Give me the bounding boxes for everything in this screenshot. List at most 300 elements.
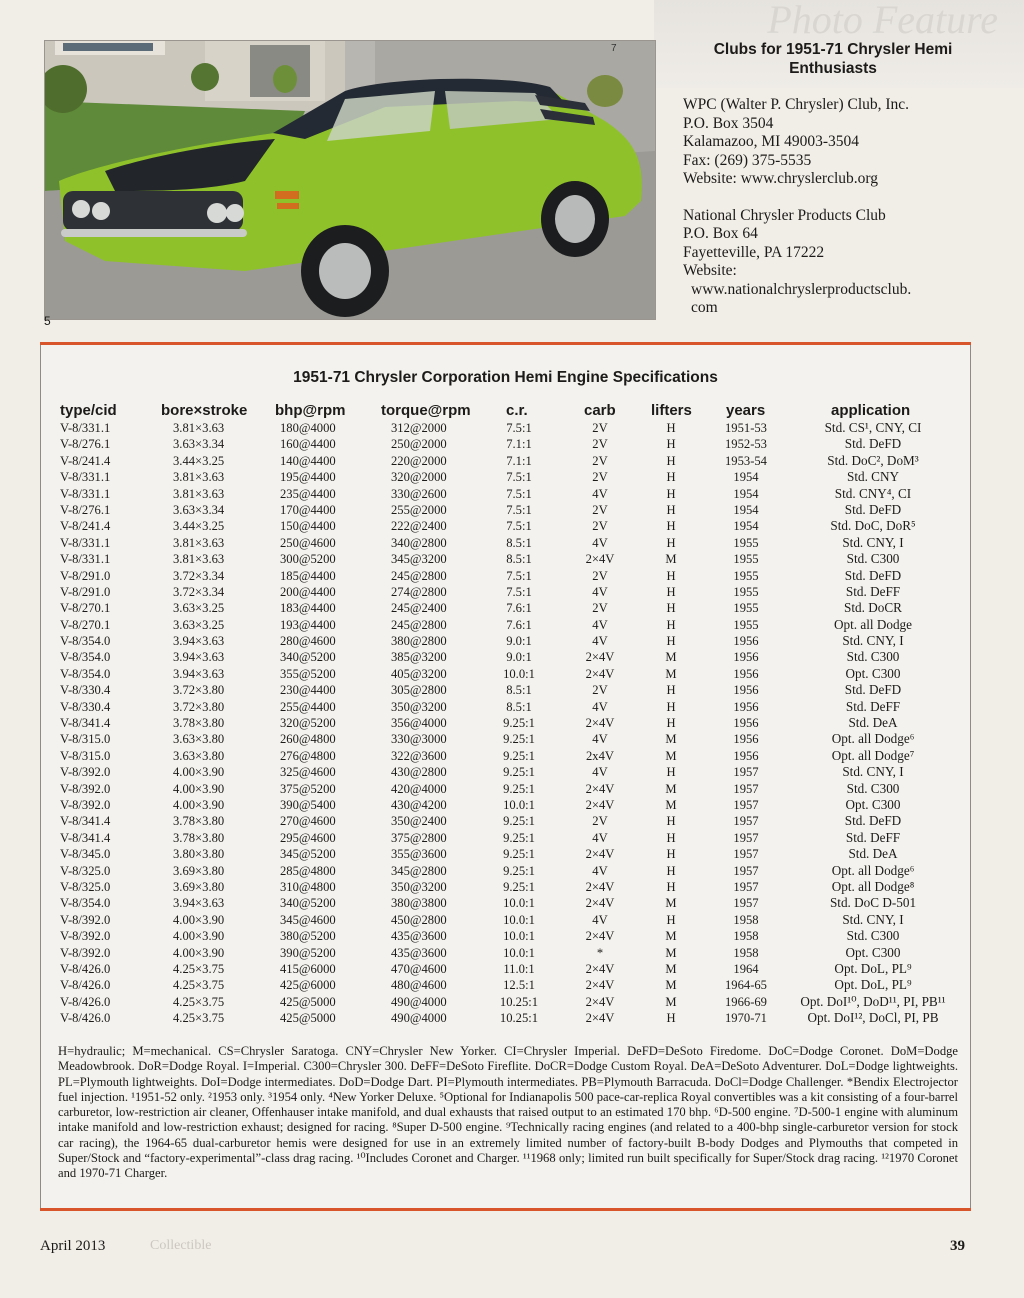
cell-compression: 10.0:1 — [503, 929, 535, 944]
cell-bore-stroke: 4.25×3.75 — [173, 978, 225, 993]
cell-bhp: 250@4600 — [280, 535, 336, 550]
table-row — [0, 961, 1024, 977]
club-website[interactable]: Website: www.chryslerclub.org — [683, 170, 879, 187]
header-bore: bore×stroke — [161, 402, 248, 419]
cell-carb: 2×4V — [585, 1011, 615, 1026]
cell-lifters: M — [665, 732, 677, 747]
cell-years: 1956 — [733, 650, 759, 665]
table-row — [0, 879, 1024, 895]
cell-carb: 2×4V — [585, 552, 615, 567]
cell-application: Std. DeFD — [844, 567, 902, 583]
cell-years: 1956 — [733, 699, 759, 714]
table-row — [0, 928, 1024, 944]
cell-bhp: 345@5200 — [280, 847, 336, 862]
cell-bore-stroke: 4.00×3.90 — [173, 929, 225, 944]
cell-lifters: M — [665, 666, 677, 681]
cell-years: 1958 — [733, 929, 759, 944]
club-address2: Kalamazoo, MI 49003-3504 — [683, 133, 860, 150]
cell-compression: 12.5:1 — [503, 978, 535, 993]
cell-bhp: 235@4400 — [280, 486, 336, 501]
cell-application: Opt. C300 — [845, 665, 901, 681]
cell-bhp: 300@5200 — [280, 552, 336, 567]
club-fax: Fax: (269) 375-5535 — [683, 151, 812, 169]
table-row — [0, 551, 1024, 567]
cell-type: V-8/291.0 — [60, 568, 111, 583]
cell-bhp: 140@4400 — [280, 453, 336, 468]
cell-years: 1954 — [733, 519, 759, 534]
table-row — [0, 420, 1024, 436]
cell-bhp: 325@4600 — [280, 765, 336, 780]
cell-lifters: H — [666, 601, 676, 616]
cell-bore-stroke: 4.00×3.90 — [173, 765, 225, 780]
figure-number: 5 — [44, 314, 51, 328]
header-years: years — [726, 402, 766, 419]
cell-type: V-8/330.4 — [60, 683, 111, 698]
cell-years: 1956 — [733, 634, 759, 649]
cell-type: V-8/426.0 — [60, 994, 111, 1009]
cell-compression: 9.25:1 — [503, 879, 535, 894]
cell-application: Std. CNY — [846, 469, 900, 485]
cell-compression: 9.25:1 — [503, 748, 535, 763]
cell-bore-stroke: 3.63×3.80 — [173, 748, 225, 763]
table-row — [0, 666, 1024, 682]
cell-type: V-8/331.1 — [60, 470, 111, 485]
cell-years: 1957 — [733, 896, 759, 911]
club-address1: P.O. Box 3504 — [683, 114, 774, 132]
table-title: 1951-71 Chrysler Corporation Hemi Engine Specifications — [293, 369, 718, 386]
cell-application: Std. CNY, I — [842, 911, 904, 927]
cell-type: V-8/341.4 — [60, 716, 111, 731]
cell-torque: 470@4600 — [391, 961, 447, 976]
cell-type: V-8/345.0 — [60, 847, 111, 862]
page-number: 39 — [950, 1238, 965, 1254]
cell-years: 1957 — [733, 814, 759, 829]
club-address1: P.O. Box 64 — [683, 225, 758, 242]
cell-years: 1956 — [733, 683, 759, 698]
cell-bore-stroke: 3.72×3.34 — [173, 568, 225, 583]
cell-compression: 8.5:1 — [506, 683, 532, 698]
cell-lifters: M — [665, 781, 677, 796]
cell-compression: 10.0:1 — [503, 896, 535, 911]
cell-years: 1957 — [733, 879, 759, 894]
cell-bhp: 183@4400 — [280, 601, 336, 616]
cell-years: 1955 — [733, 552, 759, 567]
cell-carb: 4V — [592, 912, 608, 927]
cell-bore-stroke: 3.72×3.80 — [173, 699, 225, 714]
clubs-title-line2: Enthusiasts — [789, 60, 877, 77]
cell-application: Std. DoC D-501 — [829, 895, 917, 911]
cell-compression: 9.25:1 — [503, 781, 535, 796]
cell-years: 1957 — [733, 765, 759, 780]
cell-application: Std. C300 — [846, 780, 900, 796]
cell-bore-stroke: 3.63×3.34 — [173, 502, 225, 517]
cell-torque: 245@2800 — [391, 617, 447, 632]
cell-compression: 9.0:1 — [506, 634, 532, 649]
cell-application: Std. CNY, I — [842, 534, 904, 550]
cell-carb: 2×4V — [585, 666, 615, 681]
cell-bhp: 340@5200 — [280, 896, 336, 911]
cell-bhp: 355@5200 — [280, 666, 336, 681]
cell-compression: 9.0:1 — [506, 650, 532, 665]
table-row — [0, 649, 1024, 665]
cell-years: 1954 — [733, 486, 759, 501]
cell-torque: 355@3600 — [391, 847, 447, 862]
table-row — [0, 682, 1024, 698]
cell-lifters: M — [665, 797, 677, 812]
cell-torque: 375@2800 — [391, 830, 447, 845]
cell-carb: 2×4V — [585, 879, 615, 894]
bleed-through-footer: Collectible — [150, 1238, 212, 1253]
cell-bore-stroke: 3.81×3.63 — [173, 470, 225, 485]
cell-compression: 9.25:1 — [503, 716, 535, 731]
header-lifters: lifters — [651, 402, 692, 419]
cell-bhp: 276@4800 — [280, 748, 336, 763]
clubs-title — [683, 40, 983, 78]
cell-torque: 450@2800 — [391, 912, 447, 927]
cell-bhp: 415@6000 — [280, 961, 336, 976]
cell-bore-stroke: 3.94×3.63 — [173, 634, 225, 649]
cell-application: Std. DeFD — [844, 682, 902, 698]
cell-bore-stroke: 3.78×3.80 — [173, 716, 225, 731]
cell-compression: 7.5:1 — [506, 568, 532, 583]
table-row — [0, 781, 1024, 797]
cell-application: Std. CNY, I — [842, 764, 904, 780]
cell-lifters: H — [666, 453, 676, 468]
cell-carb: 2×4V — [585, 650, 615, 665]
cell-bore-stroke: 3.81×3.63 — [173, 421, 225, 435]
cell-years: 1955 — [733, 601, 759, 616]
cell-bore-stroke: 4.00×3.90 — [173, 781, 225, 796]
cell-compression: 7.5:1 — [506, 421, 532, 435]
cell-years: 1954 — [733, 470, 759, 485]
cell-type: V-8/331.1 — [60, 535, 111, 550]
cell-bore-stroke: 3.44×3.25 — [173, 519, 225, 534]
cell-type: V-8/392.0 — [60, 781, 111, 796]
cell-years: 1956 — [733, 716, 759, 731]
cell-carb: 4V — [592, 535, 608, 550]
cell-torque: 322@3600 — [391, 748, 447, 763]
cell-lifters: M — [665, 945, 677, 960]
clubs-title-line1: Clubs for 1951-71 Chrysler Hemi — [713, 41, 953, 58]
cell-type: V-8/330.4 — [60, 699, 111, 714]
cell-bhp: 345@4600 — [280, 912, 336, 927]
cell-application: Std. DeFD — [844, 501, 902, 517]
cell-torque: 250@2000 — [391, 437, 447, 452]
cell-compression: 11.0:1 — [503, 961, 535, 976]
table-row — [0, 846, 1024, 862]
cell-application: Std. C300 — [846, 551, 900, 567]
cell-carb: 4V — [592, 617, 608, 632]
cell-bhp: 285@4800 — [280, 863, 336, 878]
cell-bhp: 310@4800 — [280, 879, 336, 894]
cell-type: V-8/392.0 — [60, 765, 111, 780]
cell-compression: 10.0:1 — [503, 797, 535, 812]
cell-application: Opt. DoI¹², DoCl, PI, PB — [807, 1010, 939, 1026]
cell-bhp: 255@4400 — [280, 699, 336, 714]
cell-compression: 7.6:1 — [506, 601, 532, 616]
cell-carb: 2V — [592, 814, 608, 829]
cell-type: V-8/354.0 — [60, 634, 111, 649]
cell-bore-stroke: 3.78×3.80 — [173, 814, 225, 829]
cell-bore-stroke: 3.72×3.80 — [173, 683, 225, 698]
cell-application: Std. DoC, DoR⁵ — [830, 518, 916, 534]
cell-bore-stroke: 3.63×3.80 — [173, 732, 225, 747]
cell-lifters: H — [666, 716, 676, 731]
cell-torque: 380@2800 — [391, 634, 447, 649]
cell-compression: 7.1:1 — [506, 453, 532, 468]
cell-compression: 7.6:1 — [506, 617, 532, 632]
cell-lifters: H — [666, 519, 676, 534]
cell-bore-stroke: 3.94×3.63 — [173, 650, 225, 665]
cell-years: 1952-53 — [725, 437, 767, 452]
cell-years: 1951-53 — [725, 421, 767, 435]
cell-application: Std. DeFD — [844, 813, 902, 829]
cell-application: Std. DeFF — [845, 583, 901, 599]
cell-carb: 2V — [592, 519, 608, 534]
cell-lifters: M — [665, 552, 677, 567]
table-row — [0, 797, 1024, 813]
cell-carb: 2V — [592, 601, 608, 616]
table-notes: H=hydraulic; M=mechanical. CS=Chrysler Saratoga. CNY=Chrysler New Yorker. CI=Chrysler Imperial. DeFD=DeSoto Firedome. DoC=Dodge Coronet. DoM=Dodge Meadowbrook. DoR=Dodge Royal. I=Imperial. C300=Chrysler 300. DeFF=DeSoto Fireflite. DoCR=Dodge Custom Royal. DeA=DeSoto Adventurer. DoL=Dodge lightweights. PL=Plymouth lightweights. DoI=Dodge intermediates. DoD=Dodge Dart. PI=Plymouth intermediates. PB=Plymouth Barracuda. DoCl=Dodge Challenger. *Bendix Electrojector fuel injection. ¹1951-52 only. ²1953 only. ³1954 only. ⁴New Yorker Deluxe. ⁵Optional for Indianapolis 500 pace-car-replica Royal convertibles was a kit consisting of a four-barrel carburetor, low-restriction air cleaner, Offenhauser intake manifold, and dual exhausts that raised output to an estimated 170 bhp. ⁶D-500 engine. ⁷D-500-1 engine with aluminum intake manifold and low-restriction exhaust; designed for racing. ⁸Super D-500 engine. ⁹Technically racing engines (and related to a 400-bhp single-carburetor version for stock car racing), the 1964-65 dual-carburetor hemis were designed for use in an extremely limited number of factory-built B-body Dodges and Plymouths that competed in Super/Stock and “factory-experimental”-class drag racing. ¹⁰Includes Coronet and Charger. ¹¹1968 only; limited run built specifically for Super/Stock drag racing. ¹²1970 Coronet and 1970-71 Charger. — [58, 1044, 958, 1181]
cell-application: Std. DeFF — [845, 829, 901, 845]
cell-bhp: 390@5400 — [280, 797, 336, 812]
cell-carb: 4V — [592, 830, 608, 845]
cell-application: Opt. all Dodge⁶ — [831, 731, 915, 747]
table-row — [0, 895, 1024, 911]
table-row — [0, 436, 1024, 452]
table-row — [0, 748, 1024, 764]
cell-application: Std. CS¹, CNY, CI — [824, 420, 922, 435]
cell-bore-stroke: 4.25×3.75 — [173, 961, 225, 976]
cell-bhp: 185@4400 — [280, 568, 336, 583]
cell-bhp: 180@4000 — [280, 421, 336, 435]
cell-bore-stroke: 4.00×3.90 — [173, 945, 225, 960]
cell-torque: 435@3600 — [391, 945, 447, 960]
cell-carb: 2×4V — [585, 961, 615, 976]
table-row — [0, 600, 1024, 616]
cell-bhp: 160@4400 — [280, 437, 336, 452]
cell-bhp: 425@5000 — [280, 1011, 336, 1026]
cell-torque: 330@2600 — [391, 486, 447, 501]
header-application: application — [831, 402, 911, 419]
cell-carb: 2V — [592, 568, 608, 583]
cell-compression: 10.0:1 — [503, 666, 535, 681]
cell-compression: 8.5:1 — [506, 535, 532, 550]
cell-bore-stroke: 3.94×3.63 — [173, 666, 225, 681]
cell-type: V-8/331.1 — [60, 552, 111, 567]
cell-type: V-8/315.0 — [60, 732, 111, 747]
cell-years: 1956 — [733, 666, 759, 681]
cell-compression: 9.25:1 — [503, 814, 535, 829]
cell-torque: 305@2800 — [391, 683, 447, 698]
cell-carb: 2V — [592, 437, 608, 452]
cell-bhp: 280@4600 — [280, 634, 336, 649]
cell-lifters: H — [666, 421, 676, 435]
cell-bhp: 200@4400 — [280, 584, 336, 599]
cell-torque: 490@4000 — [391, 994, 447, 1009]
cell-type: V-8/276.1 — [60, 502, 111, 517]
cell-lifters: H — [666, 879, 676, 894]
cell-application: Std. DeFF — [845, 698, 901, 714]
table-row — [0, 518, 1024, 534]
cell-lifters: H — [666, 814, 676, 829]
cell-bore-stroke: 3.80×3.80 — [173, 847, 225, 862]
cell-torque: 345@3200 — [391, 552, 447, 567]
cell-type: V-8/325.0 — [60, 879, 111, 894]
cell-bhp: 375@5200 — [280, 781, 336, 796]
cell-application: Std. C300 — [846, 928, 900, 944]
table-row — [0, 453, 1024, 469]
cell-years: 1954 — [733, 502, 759, 517]
cell-application: Std. DeA — [848, 846, 898, 862]
cell-lifters: M — [665, 748, 677, 763]
cell-lifters: H — [666, 847, 676, 862]
cell-torque: 330@3000 — [391, 732, 447, 747]
cell-bhp: 170@4400 — [280, 502, 336, 517]
cell-type: V-8/392.0 — [60, 912, 111, 927]
cell-compression: 9.25:1 — [503, 732, 535, 747]
cell-type: V-8/392.0 — [60, 945, 111, 960]
cell-torque: 356@4000 — [391, 716, 447, 731]
cell-torque: 430@4200 — [391, 797, 447, 812]
bleed-through-heading: Photo Feature — [654, 0, 1024, 88]
club-website-line1[interactable]: www.nationalchryslerproductsclub. — [691, 280, 912, 298]
header-carb: carb — [584, 402, 616, 419]
cell-torque: 320@2000 — [391, 470, 447, 485]
cell-torque: 312@2000 — [391, 421, 447, 435]
cell-type: V-8/331.1 — [60, 486, 111, 501]
cell-type: V-8/276.1 — [60, 437, 111, 452]
cell-type: V-8/270.1 — [60, 601, 111, 616]
cell-bore-stroke: 3.63×3.25 — [173, 601, 225, 616]
cell-type: V-8/325.0 — [60, 863, 111, 878]
cell-bore-stroke: 4.25×3.75 — [173, 994, 225, 1009]
cell-lifters: H — [666, 863, 676, 878]
cell-lifters: H — [666, 830, 676, 845]
cell-compression: 7.5:1 — [506, 584, 532, 599]
cell-application: Std. DoC², DoM³ — [827, 452, 919, 468]
cell-type: V-8/354.0 — [60, 666, 111, 681]
cell-type: V-8/354.0 — [60, 650, 111, 665]
cell-application: Opt. DoI¹⁰, DoD¹¹, PI, PB¹¹ — [800, 993, 946, 1009]
cell-lifters: M — [665, 994, 677, 1009]
cell-application: Opt. DoL, PL⁹ — [834, 960, 912, 976]
table-row — [0, 486, 1024, 502]
cell-lifters: H — [666, 634, 676, 649]
table-row — [0, 764, 1024, 780]
cell-years: 1956 — [733, 732, 759, 747]
cell-lifters: H — [666, 617, 676, 632]
cell-torque: 490@4000 — [391, 1011, 447, 1026]
cell-bhp: 295@4600 — [280, 830, 336, 845]
cell-torque: 220@2000 — [391, 453, 447, 468]
cell-torque: 350@3200 — [391, 699, 447, 714]
cell-years: 1966-69 — [725, 994, 767, 1009]
cell-compression: 9.25:1 — [503, 765, 535, 780]
cell-bhp: 195@4400 — [280, 470, 336, 485]
cell-years: 1957 — [733, 781, 759, 796]
cell-carb: 2V — [592, 502, 608, 517]
cell-bore-stroke: 3.63×3.34 — [173, 437, 225, 452]
cell-lifters: M — [665, 929, 677, 944]
cell-years: 1955 — [733, 584, 759, 599]
cell-carb: 2×4V — [585, 797, 615, 812]
header-torque: torque@rpm — [381, 402, 471, 419]
header-type: type/cid — [60, 402, 117, 419]
table-row — [0, 863, 1024, 879]
header-cr: c.r. — [506, 402, 528, 419]
cell-torque: 222@2400 — [391, 519, 447, 534]
cell-years: 1956 — [733, 748, 759, 763]
cell-years: 1957 — [733, 830, 759, 845]
cell-application: Opt. C300 — [845, 796, 901, 812]
cell-type: V-8/270.1 — [60, 617, 111, 632]
cell-lifters: H — [666, 683, 676, 698]
cell-type: V-8/426.0 — [60, 961, 111, 976]
cell-lifters: M — [665, 650, 677, 665]
table-row — [0, 830, 1024, 846]
cell-bore-stroke: 4.00×3.90 — [173, 912, 225, 927]
cell-compression: 9.25:1 — [503, 863, 535, 878]
cell-type: V-8/291.0 — [60, 584, 111, 599]
cell-bore-stroke: 3.78×3.80 — [173, 830, 225, 845]
cell-torque: 345@2800 — [391, 863, 447, 878]
table-row — [0, 633, 1024, 649]
cell-lifters: H — [666, 584, 676, 599]
club-website-line2[interactable]: com — [691, 299, 718, 316]
table-row — [0, 994, 1024, 1010]
cell-type: V-8/426.0 — [60, 978, 111, 993]
cell-compression: 10.25:1 — [499, 994, 539, 1009]
cell-carb: 2×4V — [585, 994, 615, 1009]
cell-torque: 380@3800 — [391, 896, 447, 911]
cell-application: Std. C300 — [846, 649, 900, 665]
cell-torque: 255@2000 — [391, 502, 447, 517]
cell-bore-stroke: 3.69×3.80 — [173, 879, 225, 894]
cell-torque: 385@3200 — [391, 650, 447, 665]
cell-application: Opt. all Dodge⁷ — [831, 747, 915, 763]
cell-lifters: M — [665, 896, 677, 911]
cell-carb: 2V — [592, 421, 608, 435]
cell-bore-stroke: 3.81×3.63 — [173, 552, 225, 567]
header-bhp: bhp@rpm — [275, 402, 346, 419]
cell-carb: 2×4V — [585, 716, 615, 731]
cell-carb: 4V — [592, 634, 608, 649]
cell-torque: 480@4600 — [391, 978, 447, 993]
table-row — [0, 617, 1024, 633]
cell-bhp: 270@4600 — [280, 814, 336, 829]
cell-type: V-8/315.0 — [60, 748, 111, 763]
table-row — [0, 912, 1024, 928]
cell-bore-stroke: 3.94×3.63 — [173, 896, 225, 911]
cell-carb: 4V — [592, 699, 608, 714]
cell-application: Opt. all Dodge — [833, 616, 913, 632]
cell-carb: 2V — [592, 470, 608, 485]
table-row — [0, 813, 1024, 829]
cell-torque: 245@2400 — [391, 601, 447, 616]
cell-type: V-8/341.4 — [60, 814, 111, 829]
table-row — [0, 1010, 1024, 1026]
cell-compression: 8.5:1 — [506, 552, 532, 567]
cell-bhp: 150@4400 — [280, 519, 336, 534]
cell-carb: 2x4V — [586, 748, 614, 763]
cell-torque: 430@2800 — [391, 765, 447, 780]
cell-lifters: H — [666, 486, 676, 501]
cell-bhp: 260@4800 — [280, 732, 336, 747]
cell-torque: 405@3200 — [391, 666, 447, 681]
cell-type: V-8/354.0 — [60, 896, 111, 911]
cell-compression: 7.5:1 — [506, 519, 532, 534]
